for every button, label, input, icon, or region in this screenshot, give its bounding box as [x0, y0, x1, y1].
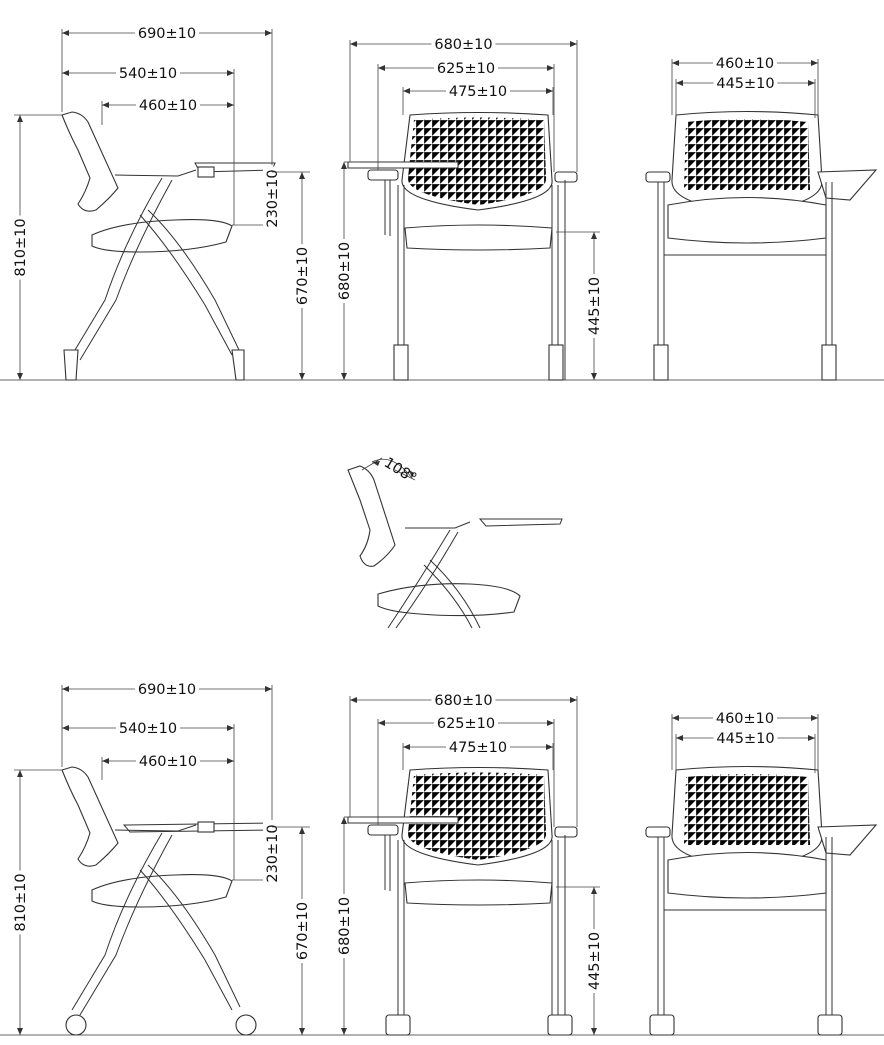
dim-armrest-height-top-label: 680±10	[337, 241, 353, 301]
dim-seat-depth-bottom-label: 460±10	[138, 754, 198, 770]
dim-overall-height-top-label: 810±10	[13, 218, 29, 277]
dim-overall-depth-bottom-label: 690±10	[137, 682, 197, 698]
dim-seat-depth-top-label: 460±10	[138, 98, 198, 114]
rear-view-bottom	[646, 767, 876, 1036]
dim-depth-540-bottom-label: 540±10	[118, 721, 178, 737]
rear-view-top	[646, 112, 876, 381]
dim-seat-height-top-label: 445±10	[587, 276, 603, 336]
side-view-bottom	[62, 767, 275, 1035]
side-view-reclined	[348, 458, 562, 628]
dim-overall-depth-top-label: 690±10	[137, 26, 197, 42]
dim-back-width-top-label: 460±10	[715, 56, 775, 72]
dim-width-625-top-label: 625±10	[436, 61, 496, 77]
dim-seat-width-bottom-label: 475±10	[448, 740, 508, 756]
dim-armrest-height-bottom-label: 680±10	[337, 896, 353, 956]
dim-armrest-seat-top-label: 230±10	[265, 169, 281, 228]
dim-back-inner-bottom-label: 445±10	[716, 731, 775, 747]
dim-tablet-height-top-label: 670±10	[295, 246, 311, 306]
dim-depth-540-top-label: 540±10	[118, 66, 178, 82]
side-view-top	[62, 112, 275, 380]
dim-armrest-seat-bottom-label: 230±10	[265, 824, 281, 883]
front-view-bottom	[348, 768, 577, 1036]
recline-angle-label: 108°	[380, 454, 420, 488]
dim-back-width-bottom-label: 460±10	[715, 711, 775, 727]
dim-overall-height-bottom-label: 810±10	[13, 873, 29, 932]
dim-width-625-bottom-label: 625±10	[436, 716, 496, 732]
dim-seat-height-bottom-label: 445±10	[587, 931, 603, 991]
dim-back-inner-top-label: 445±10	[716, 76, 775, 92]
dim-seat-width-top-label: 475±10	[448, 84, 508, 100]
dim-overall-width-bottom-label: 680±10	[434, 693, 493, 709]
dim-tablet-height-bottom-label: 670±10	[295, 901, 311, 961]
front-view-top	[348, 113, 577, 381]
dim-overall-width-top-label: 680±10	[434, 37, 493, 53]
